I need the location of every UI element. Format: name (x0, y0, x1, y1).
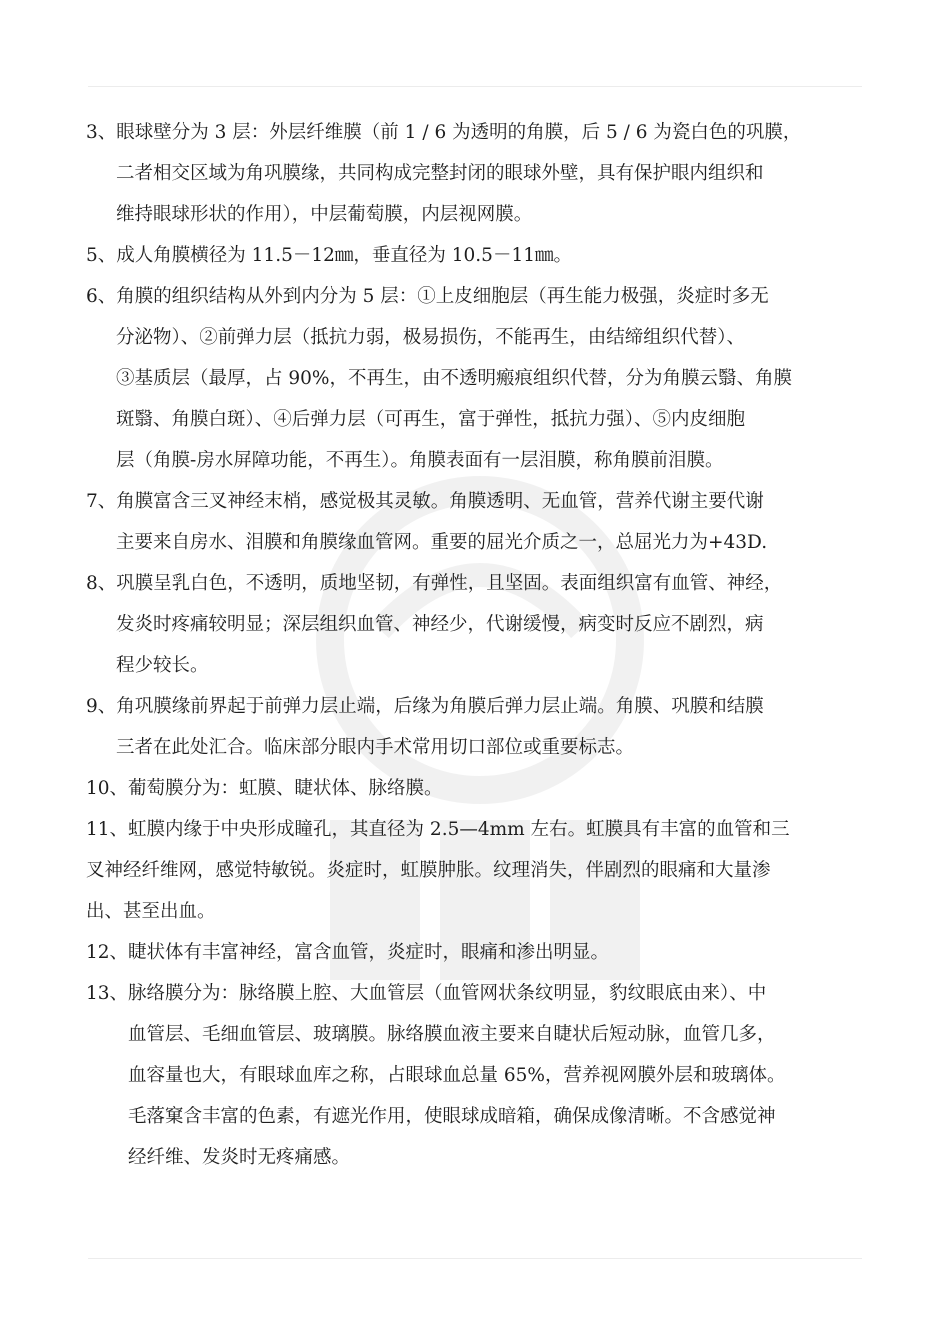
list-item (86, 809, 876, 932)
text-line: 经纤维、发炎时无疼痛感。 (128, 1147, 351, 1168)
text-line: 6、角膜的组织结构从外到内分为 5 层：①上皮细胞层（再生能力极强，炎症时多无 (86, 286, 769, 307)
list-item (86, 276, 876, 481)
list-item (86, 768, 876, 809)
text-line: 9、角巩膜缘前界起于前弹力层止端，后缘为角膜后弹力层止端。角膜、巩膜和结膜 (86, 696, 764, 717)
text-line: ③基质层（最厚，占 90%，不再生，由不透明瘢痕组织代替，分为角膜云翳、角膜 (116, 368, 793, 389)
list-item (86, 932, 876, 973)
text-line: 13、脉络膜分为：脉络膜上腔、大血管层（血管网状条纹明显，豹纹眼底由来）、中 (86, 983, 767, 1004)
list-item (86, 973, 876, 1178)
text-line: 层（角膜-房水屏障功能，不再生）。角膜表面有一层泪膜，称角膜前泪膜。 (116, 450, 724, 471)
text-line: 3、眼球壁分为 3 层：外层纤维膜（前 1 / 6 为透明的角膜，后 5 / 6 为瓷白色的巩膜， (86, 122, 802, 143)
list-item (86, 563, 876, 686)
text-line: 12、睫状体有丰富神经，富含血管，炎症时，眼痛和渗出明显。 (86, 942, 610, 963)
text-line: 叉神经纤维网，感觉特敏锐。炎症时，虹膜肿胀。纹理消失，伴剧烈的眼痛和大量渗 (86, 860, 771, 881)
document-body (86, 112, 876, 1178)
list-item (86, 481, 876, 563)
text-line: 程少较长。 (116, 655, 209, 676)
text-line: 出、甚至出血。 (86, 901, 216, 922)
text-line: 斑翳、角膜白斑）、④后弹力层（可再生，富于弹性，抵抗力强）、⑤内皮细胞 (116, 409, 746, 430)
list-item (86, 112, 876, 235)
list-item (86, 686, 876, 768)
text-line: 11、虹膜内缘于中央形成瞳孔，其直径为 2.5—4mm 左右。虹膜具有丰富的血管和三 (86, 819, 790, 840)
text-line: 二者相交区域为角巩膜缘，共同构成完整封闭的眼球外壁，具有保护眼内组织和 (116, 163, 764, 184)
text-line: 7、角膜富含三叉神经末梢，感觉极其灵敏。角膜透明、无血管，营养代谢主要代谢 (86, 491, 764, 512)
text-line: 主要来自房水、泪膜和角膜缘血管网。重要的屈光介质之一，总屈光力为+43D. (116, 532, 768, 553)
text-line: 血容量也大，有眼球血库之称，占眼球血总量 65%，营养视网膜外层和玻璃体。 (128, 1065, 786, 1086)
text-line: 血管层、毛细血管层、玻璃膜。脉络膜血液主要来自睫状后短动脉，血管几多， (128, 1024, 776, 1045)
text-line: 分泌物）、②前弹力层（抵抗力弱，极易损伤，不能再生，由结缔组织代替）、 (116, 327, 746, 348)
text-line: 毛落窠含丰富的色素，有遮光作用，使眼球成暗箱，确保成像清晰。不含感觉神 (128, 1106, 776, 1127)
header-rule (88, 86, 862, 87)
footer-rule (88, 1258, 862, 1259)
text-line: 5、成人角膜横径为 11.5－12㎜，垂直径为 10.5－11㎜。 (86, 245, 572, 266)
text-line: 三者在此处汇合。临床部分眼内手术常用切口部位或重要标志。 (116, 737, 635, 758)
text-line: 8、巩膜呈乳白色，不透明，质地坚韧，有弹性，且坚固。表面组织富有血管、神经， (86, 573, 783, 594)
text-line: 发炎时疼痛较明显；深层组织血管、神经少，代谢缓慢，病变时反应不剧烈，病 (116, 614, 764, 635)
text-line: 维持眼球形状的作用），中层葡萄膜，内层视网膜。 (116, 204, 533, 225)
list-item (86, 235, 876, 276)
text-line: 10、葡萄膜分为：虹膜、睫状体、脉络膜。 (86, 778, 443, 799)
